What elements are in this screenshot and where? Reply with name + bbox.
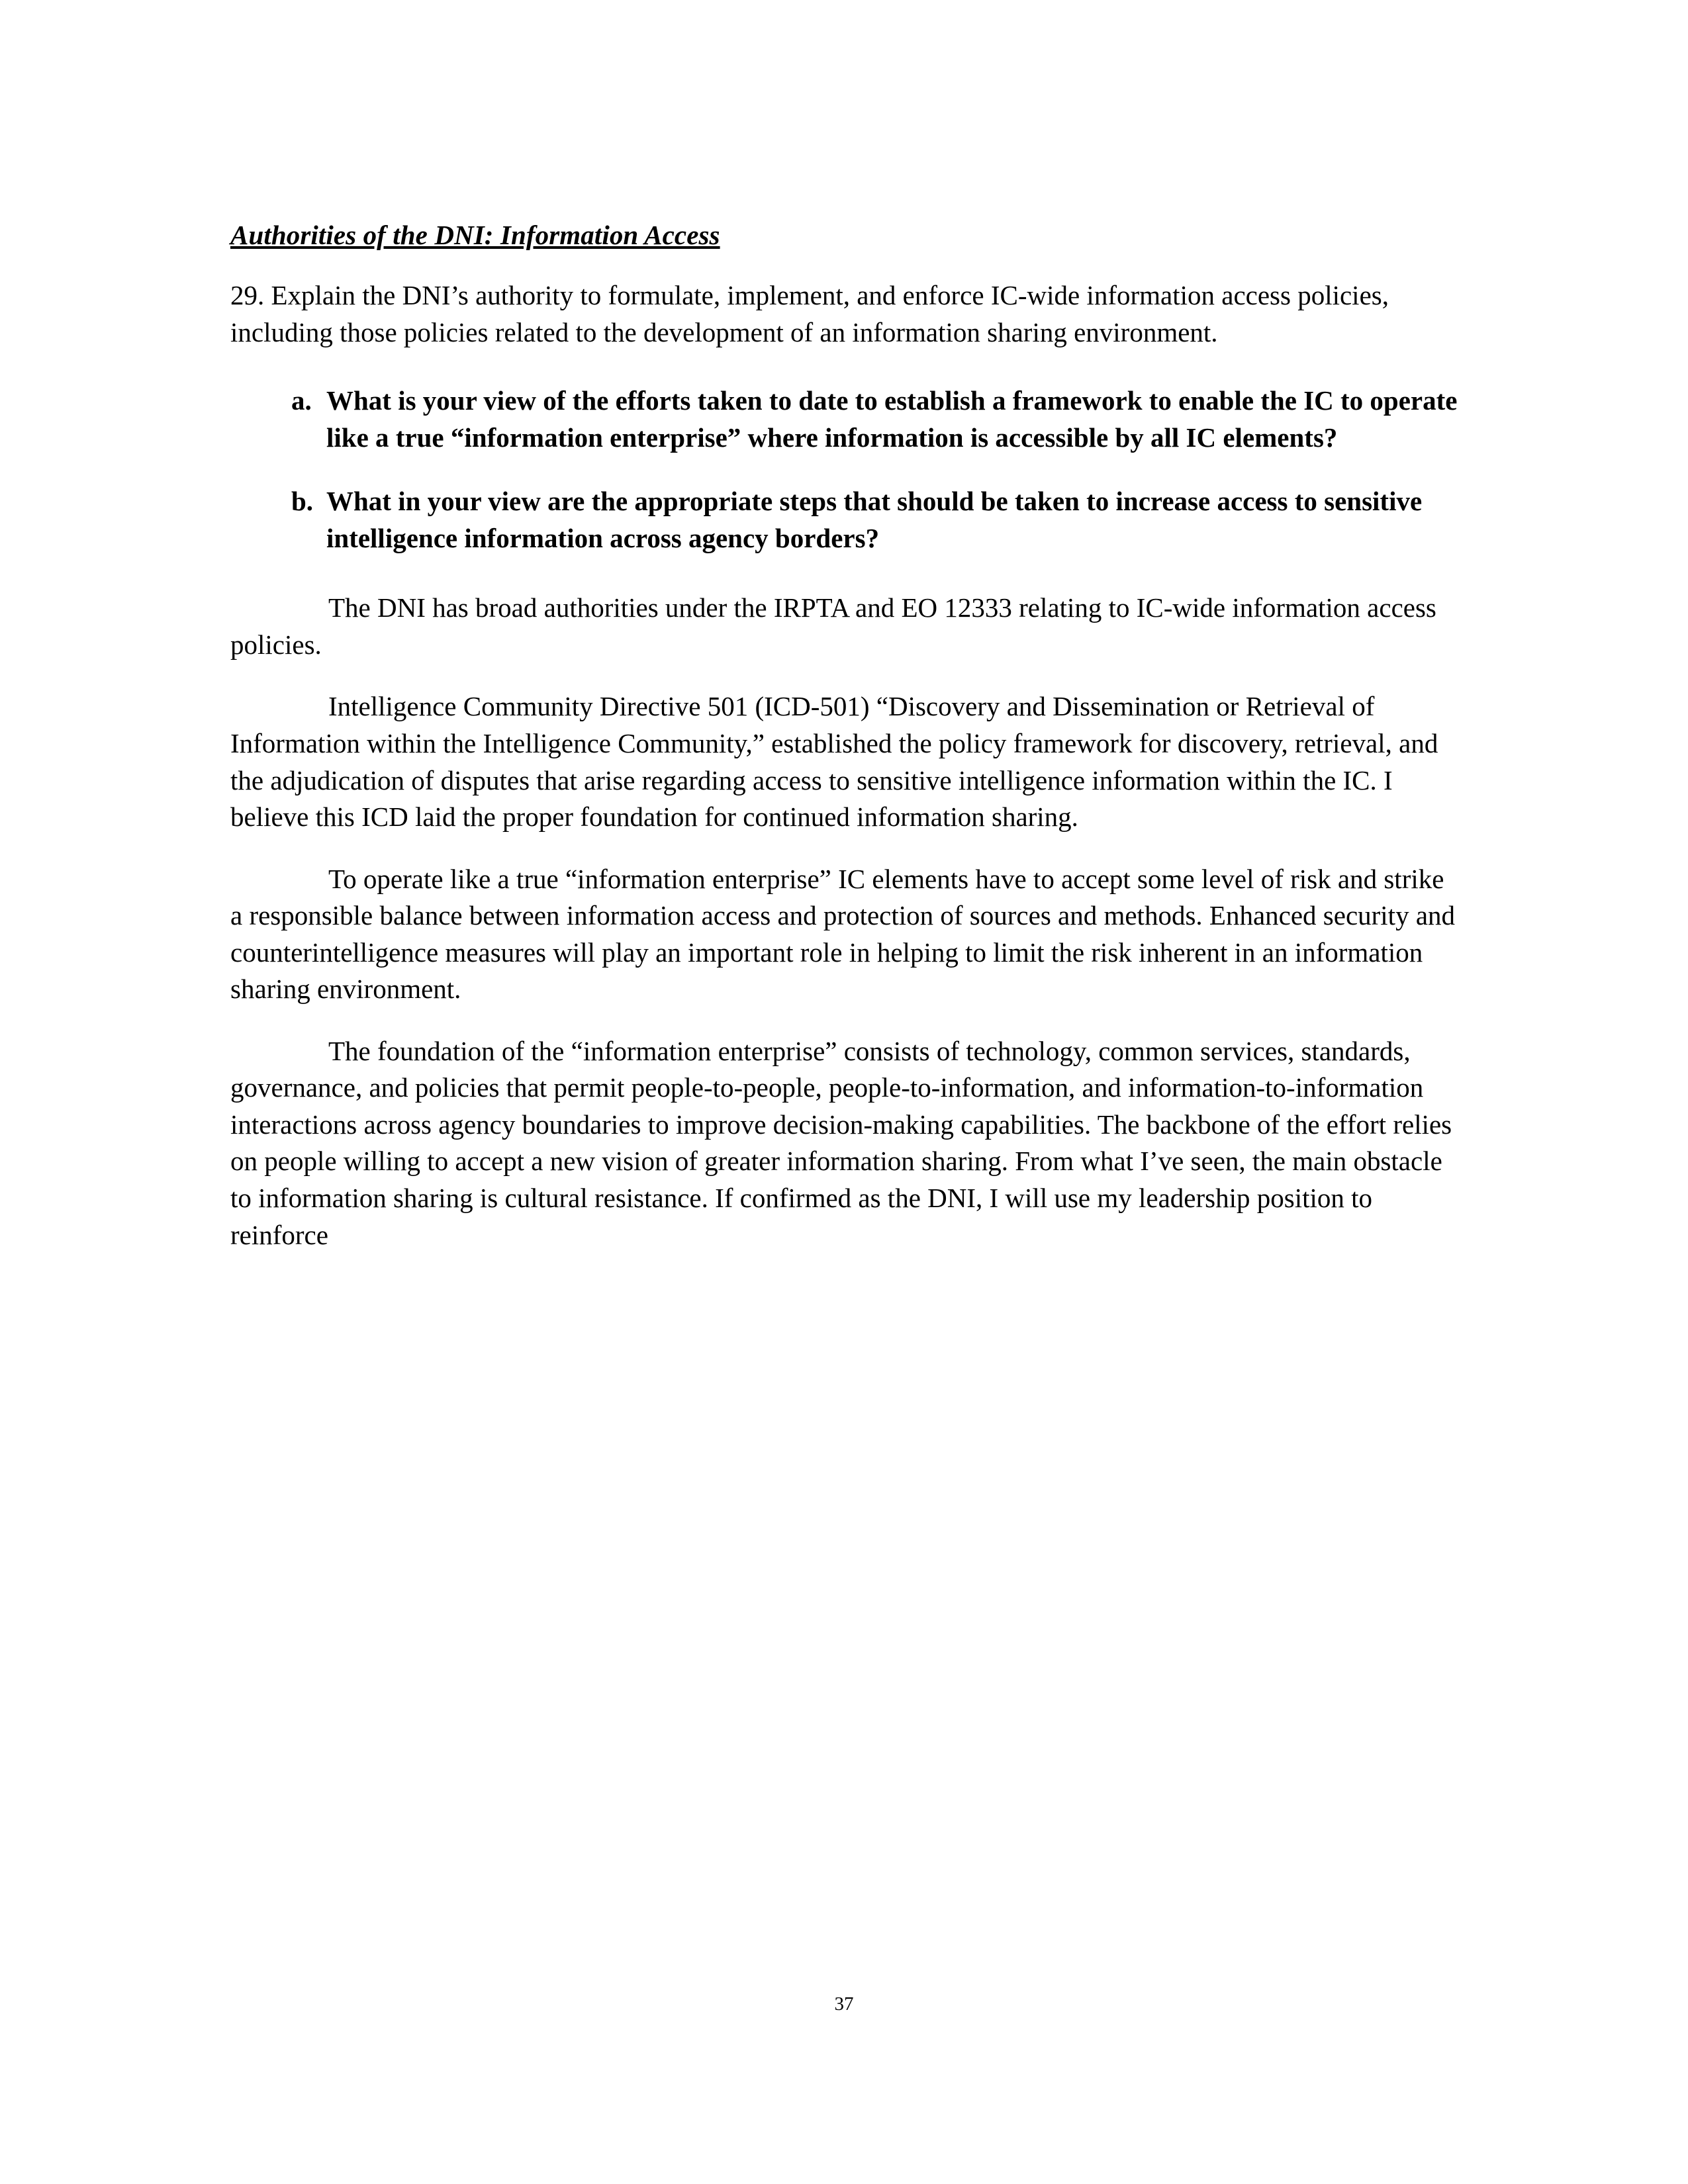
question-29-text: 29. Explain the DNI’s authority to formulate, implement, and enforce IC-wide information access policies, including those policies related to the development of an information sharing environment.	[230, 280, 1389, 347]
page-title: Authorities of the DNI: Information Access	[230, 220, 720, 250]
page-content	[230, 218, 1462, 1279]
subquestion-b-marker: b.	[291, 485, 314, 516]
spacer	[230, 583, 1462, 590]
subquestion-a	[230, 383, 1462, 457]
answer-paragraph-2: Intelligence Community Directive 501 (ICD-501) “Discovery and Dissemination or Retrieval of Information within the Intelligence Community,” established the policy framework for discovery, retrieval, and the adjudication of disputes that arise regarding access to sensitive intelligence information within the IC. I believe this ICD laid the proper foundation for continued information sharing.	[230, 691, 1438, 833]
answer-paragraph-3: To operate like a true “information enterprise” IC elements have to accept some level of risk and strike a responsible balance between information access and protection of sources and methods. Enhanced security and counterintelligence measures will play an important role in helping to limit the risk inherent in an information sharing environment.	[230, 863, 1456, 1005]
subquestion-list	[230, 383, 1462, 557]
subquestion-b-text: What in your view are the appropriate steps that should be taken to increase access to sensitive intelligence information across agency borders?	[326, 485, 1423, 553]
answer-paragraph-1: The DNI has broad authorities under the IRPTA and EO 12333 relating to IC-wide information access policies.	[230, 592, 1436, 660]
subquestion-a-marker: a.	[291, 385, 312, 416]
subquestion-b	[230, 483, 1462, 557]
subquestion-a-text: What is your view of the efforts taken to date to establish a framework to enable the IC to operate like a true “information enterprise” where information is accessible by all IC elements?	[326, 385, 1458, 453]
page-number: 37	[834, 1993, 854, 2015]
spacer	[230, 376, 1462, 383]
answer-paragraph-4: The foundation of the “information enterprise” consists of technology, common services, standards, governance, and policies that permit people-to-people, people-to-information, and information-to-information interactions across agency boundaries to improve decision-making capabilities. The backbone of the effort relies on people willing to accept a new vision of greater information sharing. From what I’ve seen, the main obstacle to information sharing is cultural resistance. If confirmed as the DNI, I will use my leadership position to reinforce	[230, 1035, 1452, 1250]
